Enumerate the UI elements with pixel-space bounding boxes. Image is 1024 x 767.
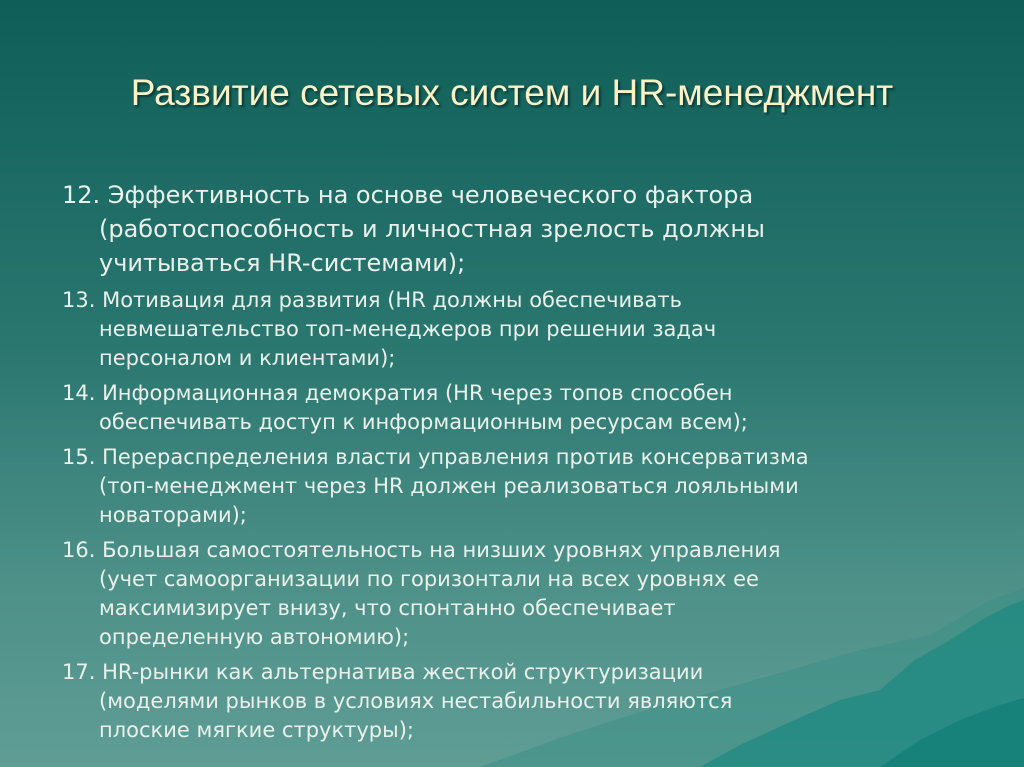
item-line: (работоспособность и личностная зрелость должны — [99, 215, 765, 243]
item-line: обеспечивать доступ к информационным ресурсам всем); — [99, 410, 748, 434]
item-line: персоналом и клиентами); — [99, 346, 396, 370]
item-line: (топ-менеджмент через HR должен реализоваться лояльными — [99, 474, 799, 498]
item-line: 16. Большая самостоятельность на низших уровнях управления — [62, 538, 781, 562]
item-line: 14. Информационная демократия (HR через топов способен — [62, 381, 733, 405]
slide-title: Развитие сетевых систем и HR-менеджмент — [130, 72, 894, 113]
list-item-13 — [62, 286, 992, 373]
item-line: плоские мягкие структуры); — [99, 718, 414, 742]
item-line: 17. HR-рынки как альтернатива жесткой структуризации — [62, 660, 704, 684]
item-line: новаторами); — [99, 503, 247, 527]
list-item-16 — [62, 536, 992, 652]
item-line: 12. Эффективность на основе человеческого фактора — [62, 181, 754, 209]
item-line: (моделями рынков в условиях нестабильности являются — [99, 689, 733, 713]
item-line: невмешательство топ-менеджеров при решении задач — [99, 317, 717, 341]
item-line: 15. Перераспределения власти управления против консерватизма — [62, 445, 809, 469]
item-line: определенную автономию); — [99, 625, 410, 649]
list-item-12 — [62, 178, 992, 280]
item-line: максимизирует внизу, что спонтанно обеспечивает — [99, 596, 676, 620]
list-item-17 — [62, 658, 992, 745]
list-item-15 — [62, 443, 992, 530]
item-line: учитываться HR-системами); — [99, 249, 466, 277]
item-line: (учет самоорганизации по горизонтали на всех уровнях ее — [99, 567, 759, 591]
item-line: 13. Мотивация для развития (HR должны обеспечивать — [62, 288, 683, 312]
slide-body — [62, 178, 992, 751]
list-item-14 — [62, 379, 992, 437]
